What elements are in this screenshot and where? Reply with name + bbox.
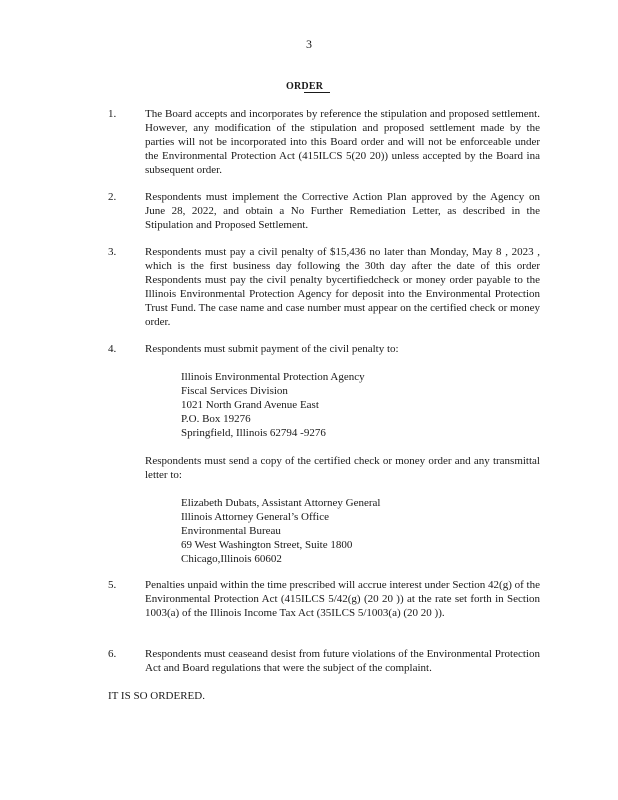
address-line: Fiscal Services Division (181, 385, 288, 397)
address-line: 1021 North Grand Avenue East (181, 399, 319, 411)
address-line: 69 West Washington Street, Suite 1800 (181, 539, 353, 551)
page-number: 3 (306, 37, 312, 51)
address-line: Illinois Attorney General’s Office (181, 511, 329, 523)
heading-underline (304, 92, 330, 93)
address-line: Environmental Bureau (181, 525, 281, 537)
item-number: 6. (108, 648, 117, 660)
address-line: Springfield, Illinois 62794 -9276 (181, 427, 326, 439)
item-number: 4. (108, 343, 117, 355)
item-text: The Board accepts and incorporates by reference the stipulation and proposed settlement. However, any modification of the stipulation and proposed settlement made by the parties will not be incorporated into this Board order and will not be enforceable under the Environmental Protection Act (415ILCS 5(20 20)) unless accepted by the Board ina subsequent order. (145, 108, 540, 176)
item-number: 2. (108, 191, 117, 203)
address-line: Chicago,Illinois 60602 (181, 553, 282, 565)
item-number: 5. (108, 579, 117, 591)
item-text: Respondents must implement the Corrective Action Plan approved by the Agency on June 28, 2022, and obtain a No Further Remediation Letter, as described in the Stipulation and Proposed Settlement. (145, 191, 540, 231)
iepa-address (181, 370, 540, 440)
address-line: Illinois Environmental Protection Agency (181, 371, 365, 383)
item-number: 1. (108, 108, 117, 120)
item-text: Respondents must ceaseand desist from future violations of the Environmental Protection Act and Board regulations that were the subject of the complaint. (145, 648, 540, 674)
address-line: P.O. Box 19276 (181, 413, 251, 425)
item-text: Penalties unpaid within the time prescribed will accrue interest under Section 42(g) of the Environmental Protection Act (415ILCS 5/42(g) (20 20 )) at the rate set forth in Section 1003(a) of the Illinois Income Tax Act (35ILCS 5/1003(a) (20 20 )). (145, 579, 540, 619)
item-text-continued: Respondents must send a copy of the certified check or money order and any transmittal letter to: (145, 455, 540, 481)
attorney-general-address (181, 496, 540, 566)
item-text: Respondents must pay a civil penalty of $15,436 no later than Monday, May 8 , 2023 , which is the first business day following the 30th day after the date of this order Respondents must pay the civil penalty bycertifiedcheck or money order payable to the Illinois Environmental Protection Agency for deposit into the Environmental Protection Trust Fund. The case name and case number must appear on the certified check or money order. (145, 246, 540, 328)
address-line: Elizabeth Dubats, Assistant Attorney General (181, 497, 381, 509)
item-number: 3. (108, 246, 117, 258)
closing-statement: IT IS SO ORDERED. (108, 690, 205, 702)
item-text: Respondents must submit payment of the civil penalty to: (145, 343, 399, 355)
order-heading: ORDER (286, 81, 324, 92)
